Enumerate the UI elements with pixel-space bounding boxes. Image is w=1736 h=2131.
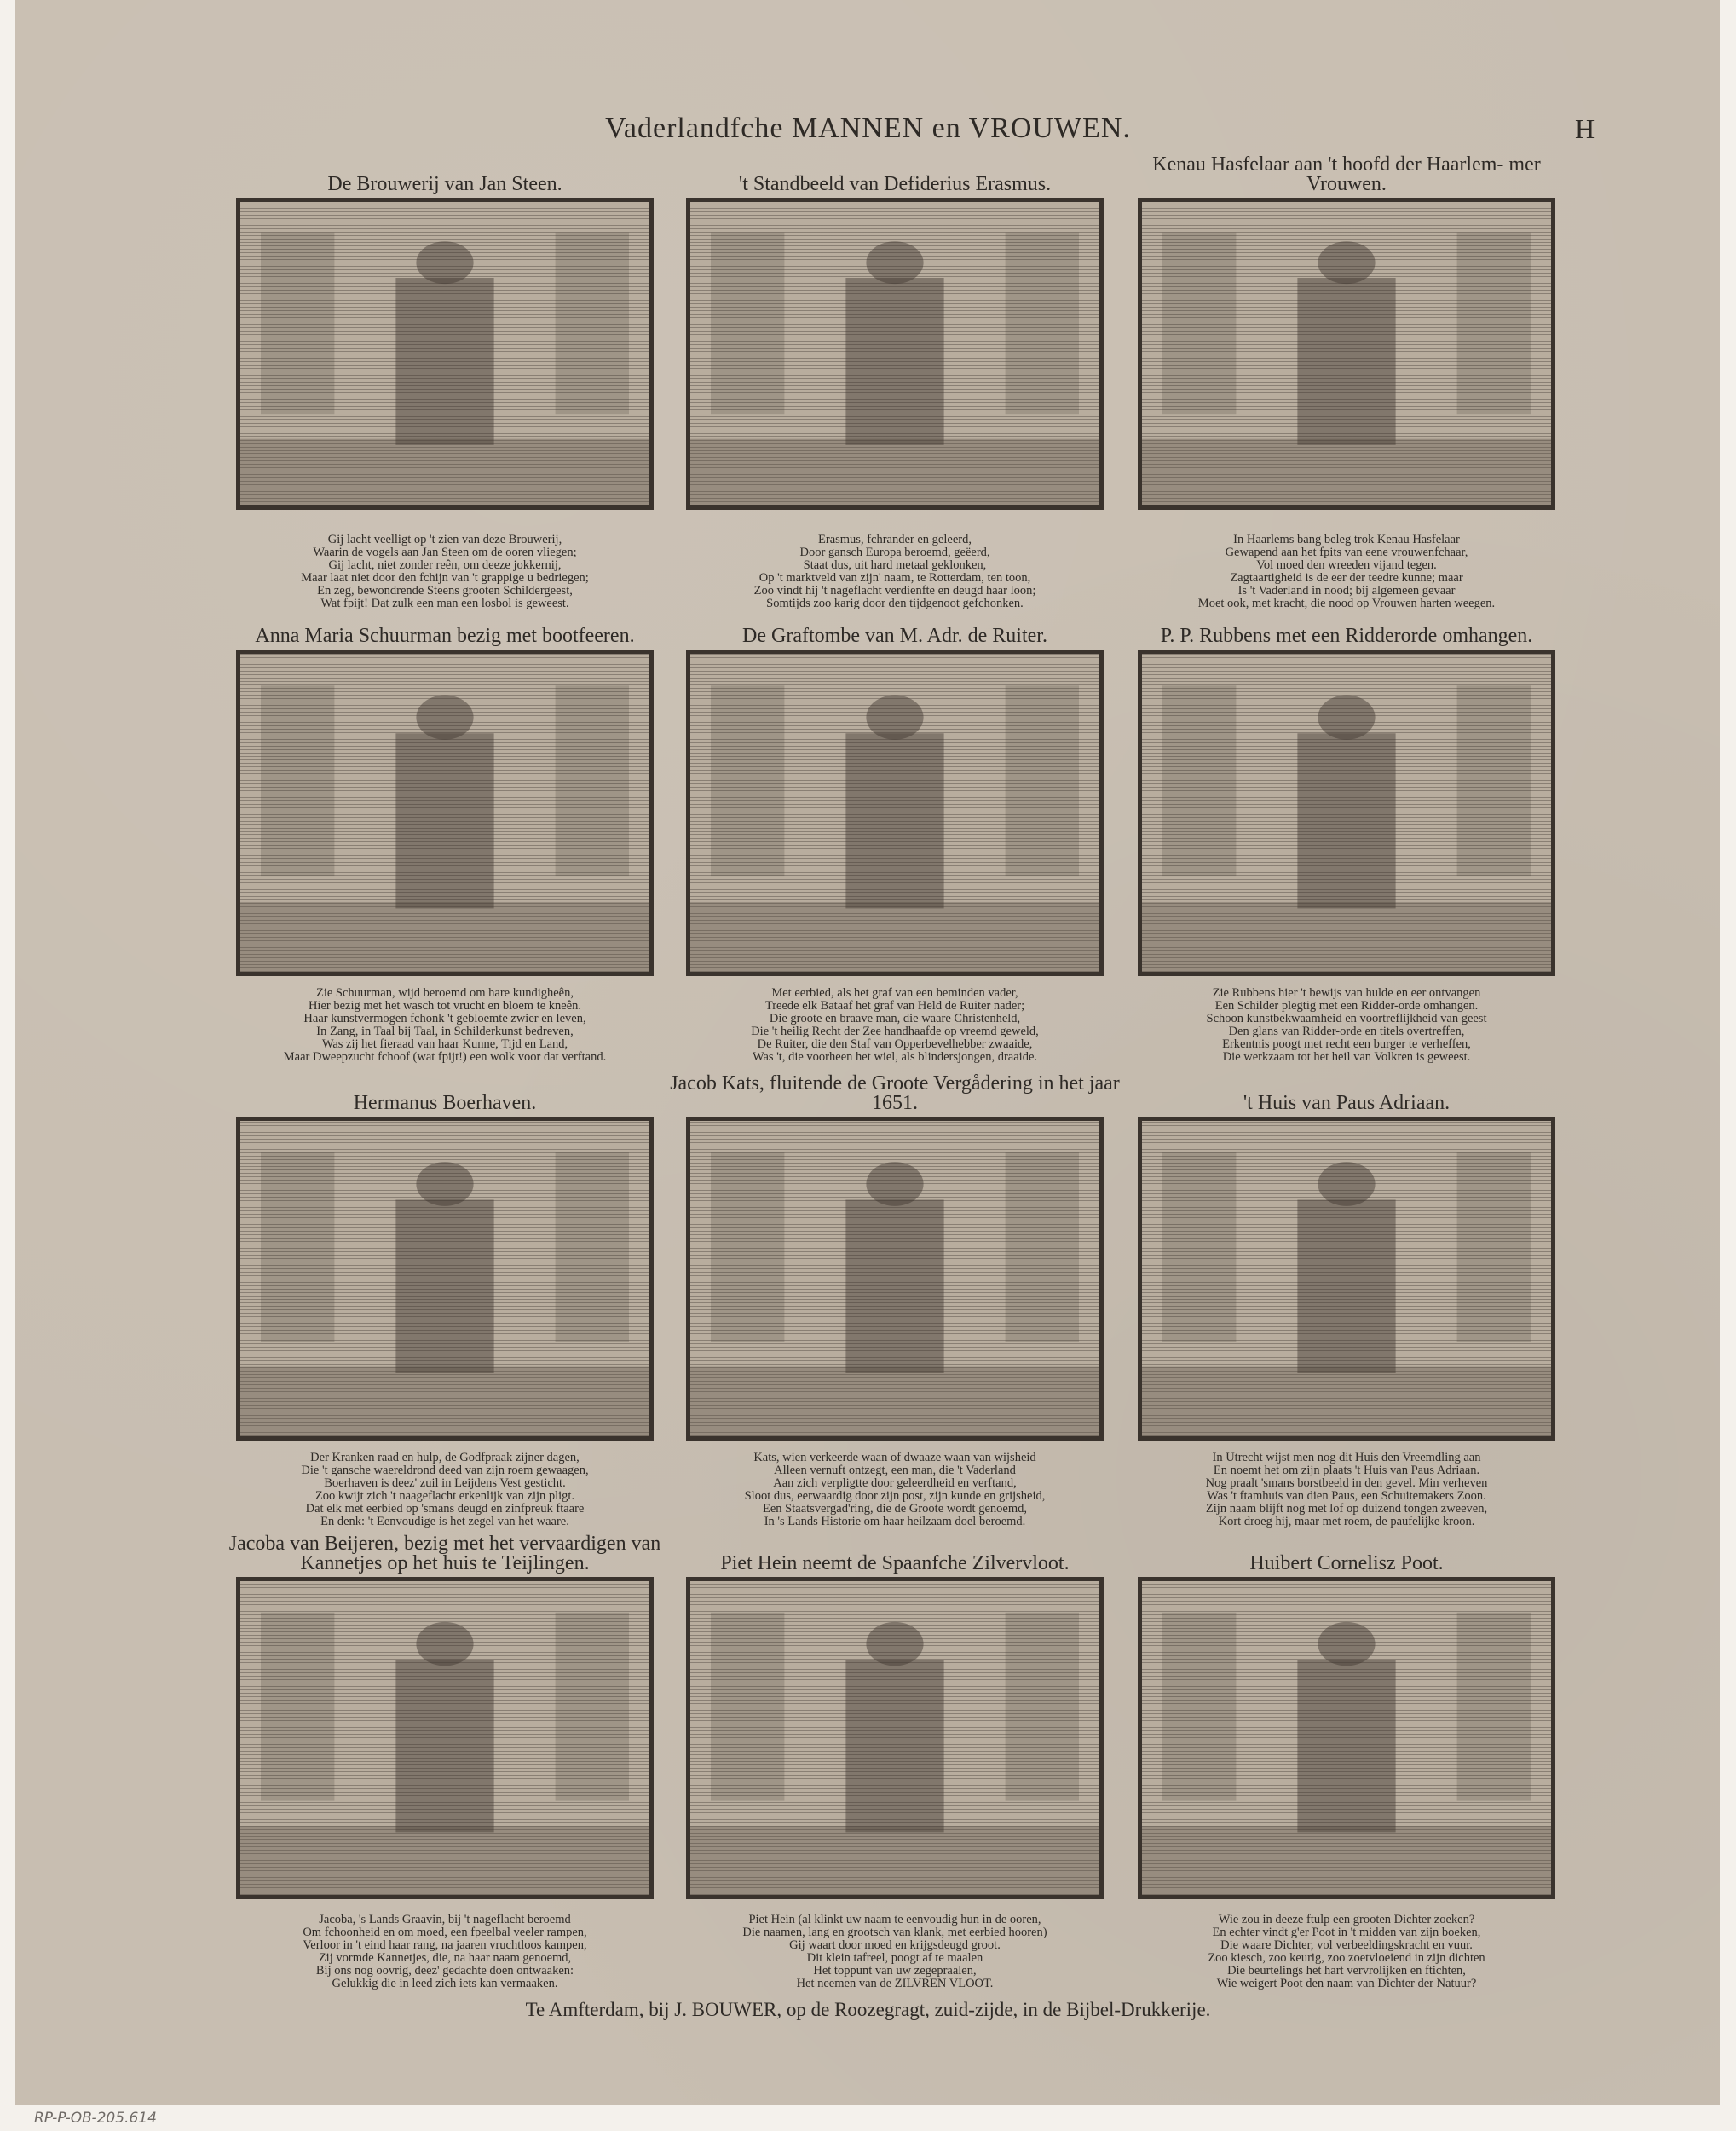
verse-line: Den glans van Ridder-orde en titels overtreffen, <box>1228 1025 1465 1038</box>
verse-line: Sloot dus, eerwaardig door zijn post, zijn kunde en grijsheid, <box>744 1489 1046 1503</box>
verse-line: Die 't heilig Recht der Zee handhaafde op vreemd geweld, <box>751 1025 1039 1038</box>
verse-line: Zoo vindt hij 't nageflacht verdienfte en deugd haar loon; <box>753 584 1036 598</box>
panel-verse <box>228 1914 662 1990</box>
verse-line: Somtijds zoo karig door den tijdgenoot gefchonken. <box>766 597 1024 610</box>
print-panel <box>1138 0 1555 2131</box>
verse-line: In 's Lands Historie om haar heilzaam doel beroemd. <box>764 1515 1026 1528</box>
panel-title: 't Huis van Paus Adriaan. <box>1243 1092 1451 1114</box>
verse-line: Die waare Dichter, vol verbeeldingskracht en vuur. <box>1220 1938 1473 1952</box>
verse-line: Aan zich verpligtte door geleerdheid en verftand, <box>773 1476 1017 1490</box>
verse-line: Een Staatsvergad'ring, die de Groote wordt genoemd, <box>763 1502 1027 1516</box>
verse-line: Zie Rubbens hier 't bewijs van hulde en eer ontvangen <box>1212 986 1481 1000</box>
verse-line: Een Schilder plegtig met een Ridder-orde omhangen. <box>1214 999 1479 1013</box>
engraving-scene <box>240 1581 649 1895</box>
verse-line: Zijn naam blijft nog met lof op duizend tongen zweeven, <box>1205 1502 1488 1516</box>
panel-title: Hermanus Boerhaven. <box>353 1092 537 1114</box>
verse-line: Zie Schuurman, wijd beroemd om hare kundigheên, <box>315 986 574 1000</box>
verse-line: En denk: 't Eenvoudige is het zegel van het waare. <box>320 1515 569 1528</box>
verse-line: Wie weigert Poot den naam van Dichter der Natuur? <box>1216 1977 1477 1990</box>
verse-line: Nog praalt 'smans borstbeeld in den gevel. Min verheven <box>1205 1476 1488 1490</box>
woodcut-illustration <box>236 1577 654 1899</box>
panel-title: Huibert Cornelisz Poot. <box>1249 1552 1444 1574</box>
panel-title: De Graftombe van M. Adr. de Ruiter. <box>742 625 1047 647</box>
verse-line: In Zang, in Taal bij Taal, in Schilderkunst bedreven, <box>316 1025 574 1038</box>
verse-line: Was 't ftamhuis van dien Paus, een Schuitemakers Zoon. <box>1207 1489 1486 1503</box>
verse-line: Op 't marktveld van zijn' naam, te Rotterdam, ten toon, <box>758 571 1031 585</box>
verse-line: Verloor in 't eind haar rang, na jaaren vruchtloos kampen, <box>303 1938 587 1952</box>
engraving-scene <box>690 1581 1099 1895</box>
verse-line: Het neemen van de ZILVREN VLOOT. <box>796 1977 994 1990</box>
verse-line: En noemt het om zijn plaats 't Huis van Paus Adriaan. <box>1213 1464 1480 1477</box>
verse-line: Was zij het fieraad van haar Kunne, Tijd en Land, <box>321 1037 568 1051</box>
verse-line: Dat elk met eerbied op 'smans deugd en zinfpreuk ftaare <box>305 1502 585 1516</box>
woodcut-illustration <box>686 1577 1104 1899</box>
verse-line: Jacoba, 's Lands Graavin, bij 't nageflacht beroemd <box>319 1913 571 1926</box>
verse-line: Erkentnis poogt met recht een burger te verheffen, <box>1222 1037 1471 1051</box>
verse-line: Om fchoonheid en om moed, een fpeelbal veeler rampen, <box>303 1926 587 1939</box>
panel-title: De Brouwerij van Jan Steen. <box>327 173 562 195</box>
engraving-scene <box>1142 1581 1551 1895</box>
verse-line: En echter vindt g'er Poot in 't midden van zijn boeken, <box>1212 1926 1481 1939</box>
verse-line: Bij ons nog oovrig, deez' gedachte doen ontwaaken: <box>315 1964 574 1978</box>
page-title: Vaderlandfche MANNEN en VROUWEN. <box>605 113 1131 144</box>
panel-title: Jacob Kats, fluitende de Groote Vergådering in het jaar 1651. <box>670 1072 1120 1114</box>
verse-line: Gelukkig die in leed zich iets kan vermaaken. <box>332 1977 558 1990</box>
verse-line: Zoo kwijt zich 't naageflacht erkenlijk van zijn pligt. <box>314 1489 575 1503</box>
verse-line: Der Kranken raad en hulp, de Godfpraak zijner dagen, <box>310 1451 580 1464</box>
verse-line: En zeg, bewondrende Steens grooten Schildergeest, <box>317 584 573 598</box>
verse-line: Door gansch Europa beroemd, geëerd, <box>799 546 990 559</box>
verse-line: Maar Dweepzucht fchoof (wat fpijt!) een wolk voor dat verftand. <box>283 1050 607 1064</box>
verse-line: Het toppunt van uw zegepraalen, <box>813 1964 977 1978</box>
verse-line: Wat fpijt! Dat zulk een man een losbol is geweest. <box>320 597 569 610</box>
verse-line: Zoo kiesch, zoo keurig, zoo zoetvloeiend in zijn dichten <box>1208 1951 1485 1965</box>
verse-line: Die beurtelings het hart vervrolijken en ftichten, <box>1227 1964 1466 1978</box>
verse-line: In Haarlems bang beleg trok Kenau Hasfelaar <box>1233 533 1460 546</box>
woodcut-illustration <box>1138 1577 1555 1899</box>
verse-line: Vol moed den wreeden vijand tegen. <box>1256 558 1437 572</box>
verse-line: Wie zou in deeze ftulp een grooten Dichter zoeken? <box>1218 1913 1475 1926</box>
print-panel <box>686 0 1104 2131</box>
verse-line: Boerhaven is deez' zuil in Leijdens Vest gesticht. <box>324 1476 566 1490</box>
panel-title: Jacoba van Beijeren, bezig met het vervaardigen van Kannetjes op het huis te Teijlingen. <box>228 1533 661 1574</box>
verse-line: Is 't Vaderland in nood; bij algemeen gevaar <box>1237 584 1456 598</box>
imprint: Te Amfterdam, bij J. BOUWER, op de Roozegragt, zuid-zijde, in de Bijbel-Drukkerije. <box>525 1999 1211 2020</box>
verse-line: Kort droeg hij, maar met roem, de paufelijke kroon. <box>1218 1515 1475 1528</box>
verse-line: Alleen vernuft ontzegt, een man, die 't Vaderland <box>774 1464 1016 1477</box>
verse-line: Die naamen, lang en grootsch van klank, met eerbied hooren) <box>742 1926 1047 1939</box>
verse-line: De Ruiter, die den Staf van Opperbevelhebber zwaaide, <box>757 1037 1033 1051</box>
panel-title: Kenau Hasfelaar aan 't hoofd der Haarlem- mer Vrouwen. <box>1152 153 1541 195</box>
verse-line: Staat dus, uit hard metaal geklonken, <box>803 558 987 572</box>
panel-verse <box>1129 1914 1564 1990</box>
verse-line: Zagtaartigheid is de eer der teedre kunne; maar <box>1230 571 1463 585</box>
sheet-letter: H <box>1575 113 1595 144</box>
verse-line: Treede elk Bataaf het graf van Held de Ruiter nader; <box>764 999 1025 1013</box>
verse-line: Gij lacht veelligt op 't zien van deze Brouwerij, <box>327 533 562 546</box>
verse-line: Zij vormde Kannetjes, die, na haar naam genoemd, <box>318 1951 572 1965</box>
verse-line: Gij waart door moed en krijgsdeugd groot. <box>789 1938 1001 1952</box>
verse-line: Met eerbied, als het graf van een beminden vader, <box>771 986 1018 1000</box>
panel-title: 't Standbeeld van Defiderius Erasmus. <box>738 173 1052 195</box>
verse-line: Die groote en braave man, die waare Christenheld, <box>769 1012 1021 1025</box>
panel-verse <box>678 1914 1112 1990</box>
verse-line: Was 't, die voorheen het wiel, als blindersjongen, draaide. <box>752 1050 1038 1064</box>
verse-line: Waarin de vogels aan Jan Steen om de ooren vliegen; <box>313 546 577 559</box>
verse-line: Schoon kunstbekwaamheid en voortreflijkheid van geest <box>1206 1012 1487 1025</box>
verse-line: Kats, wien verkeerde waan of dwaaze waan van wijsheid <box>753 1451 1036 1464</box>
verse-line: Piet Hein (al klinkt uw naam te eenvoudig hun in de ooren, <box>748 1913 1041 1926</box>
verse-line: In Utrecht wijst men nog dit Huis den Vreemdling aan <box>1212 1451 1481 1464</box>
verse-line: Die werkzaam tot het heil van Volkren is geweest. <box>1222 1050 1471 1064</box>
verse-line: Haar kunstvermogen fchonk 't gebloemte zwier en leven, <box>303 1012 586 1025</box>
verse-line: Maar laat niet door den fchijn van 't grappige u bedriegen; <box>301 571 589 585</box>
verse-line: Die 't gansche waereldrond deed van zijn roem gewaagen, <box>301 1464 589 1477</box>
verse-line: Gij lacht, niet zonder reên, om deeze jokkernij, <box>328 558 562 572</box>
panel-title: Anna Maria Schuurman bezig met bootfeeren. <box>255 625 635 647</box>
inventory-inscription: RP-P-OB-205.614 <box>34 2110 157 2127</box>
panel-title: Piet Hein neemt de Spaanfche Zilvervloot. <box>720 1552 1070 1574</box>
verse-line: Gewapend aan het fpits van eene vrouwenfchaar, <box>1225 546 1468 559</box>
panel-title: P. P. Rubbens met een Ridderorde omhangen. <box>1160 625 1533 647</box>
verse-line: Dit klein tafreel, poogt af te maalen <box>806 1951 983 1965</box>
verse-line: Erasmus, fchrander en geleerd, <box>818 533 972 546</box>
verse-line: Hier bezig met het wasch tot vrucht en bloem te kneên. <box>308 999 582 1013</box>
verse-line: Moet ook, met kracht, die nood op Vrouwen harten weegen. <box>1197 597 1496 610</box>
print-panel <box>228 0 661 2131</box>
